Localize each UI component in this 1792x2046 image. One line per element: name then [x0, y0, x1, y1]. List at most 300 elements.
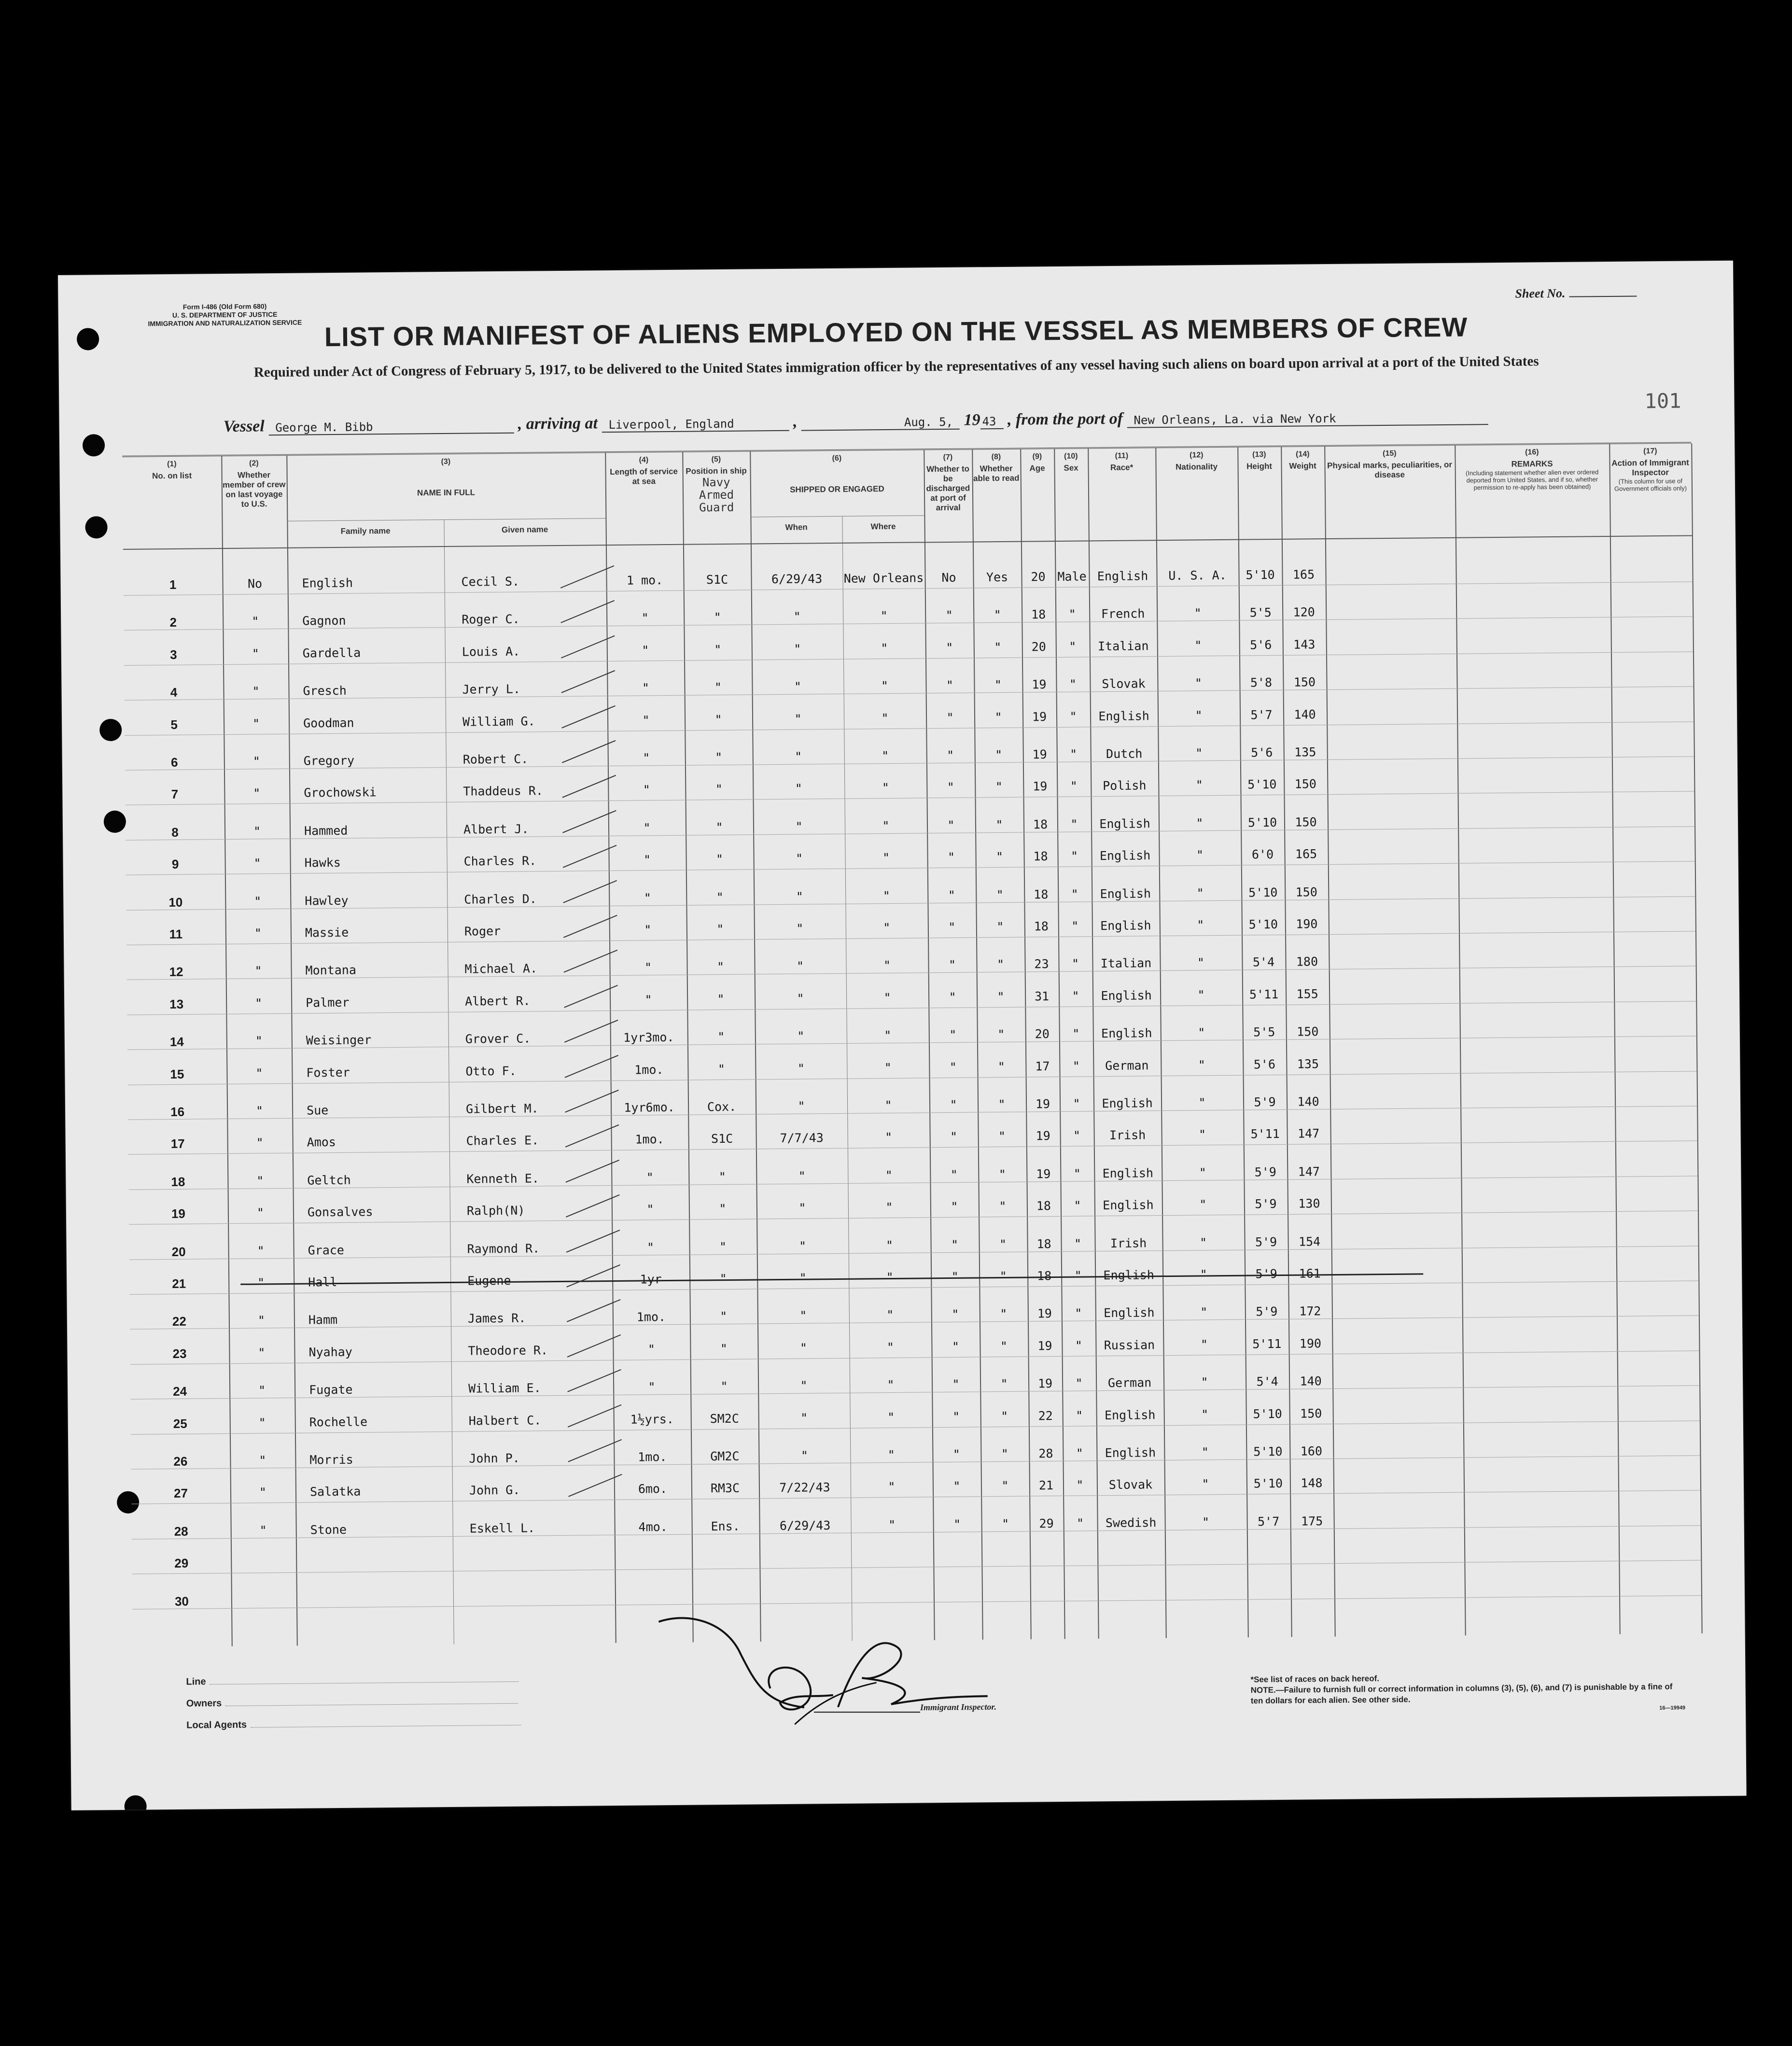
cell-race: Irish — [1110, 1235, 1147, 1250]
cell-no: 23 — [172, 1346, 187, 1361]
cell-sex: " — [1068, 607, 1076, 622]
cell-race: German — [1107, 1375, 1152, 1390]
cell-family: Palmer — [306, 995, 350, 1010]
cell-where: " — [888, 1480, 896, 1494]
column-label: Whether to be discharged at port of arrival — [926, 464, 970, 513]
cell-given: John G. — [469, 1483, 520, 1498]
cell-no: 9 — [171, 857, 179, 872]
cell-age: 22 — [1038, 1408, 1053, 1423]
cell-prev: " — [252, 754, 260, 769]
cell-nationality: " — [1199, 1165, 1206, 1180]
cell-family: Rochelle — [309, 1415, 368, 1429]
cell-service: " — [646, 1170, 654, 1185]
cell-where: " — [887, 1410, 895, 1424]
cell-prev: " — [259, 1485, 267, 1499]
cell-no: 26 — [173, 1454, 188, 1469]
cell-nationality: " — [1199, 1235, 1207, 1250]
cell-age: 19 — [1032, 709, 1047, 724]
arrival-date: Aug. 5, — [801, 415, 960, 431]
arriving-at: Liverpool, England — [602, 417, 789, 433]
cell-nationality: " — [1195, 708, 1203, 723]
cell-when: " — [797, 1061, 805, 1076]
cell-weight: 148 — [1301, 1476, 1323, 1491]
cell-sex: " — [1074, 1268, 1082, 1283]
cell-weight: 143 — [1293, 637, 1316, 652]
cell-nationality: " — [1195, 778, 1203, 792]
cell-where: " — [884, 1098, 892, 1113]
cell-read: " — [998, 1097, 1006, 1112]
cell-discharged: " — [946, 678, 954, 693]
cell-age: 21 — [1038, 1478, 1054, 1493]
cell-position: RM3C — [710, 1481, 740, 1496]
cell-read: " — [996, 957, 1005, 972]
cell-race: Russian — [1104, 1338, 1155, 1352]
from-port-label: , from the port of — [1007, 409, 1123, 429]
cell-no: 15 — [170, 1066, 184, 1081]
cell-family: Montana — [305, 963, 357, 978]
column-label: Weight — [1289, 461, 1316, 471]
cell-service: 1 mo. — [626, 573, 663, 588]
cell-service: " — [646, 1202, 654, 1217]
cell-discharged: " — [950, 1167, 958, 1182]
inspector-label: Immigrant Inspector. — [920, 1702, 997, 1712]
cell-position: " — [716, 922, 724, 937]
cell-service: " — [644, 923, 652, 937]
department-name: U. S. DEPARTMENT OF JUSTICE — [172, 310, 278, 319]
cell-position: " — [717, 1062, 726, 1076]
cell-when: " — [796, 921, 804, 936]
cell-sex: " — [1076, 1478, 1084, 1493]
cell-height: 5'6 — [1253, 1057, 1276, 1072]
cell-discharged: " — [949, 1060, 957, 1074]
cell-read: " — [995, 780, 1003, 794]
form-number: Form I-486 (Old Form 680) — [182, 302, 267, 311]
cell-read: " — [1001, 1409, 1008, 1423]
cell-family: Amos — [307, 1135, 336, 1149]
cell-race: French — [1101, 606, 1145, 621]
footer-notes — [1250, 1671, 1685, 1717]
cell-no: 21 — [172, 1276, 186, 1291]
cell-height: 5'10 — [1246, 568, 1275, 582]
cell-given: Roger — [464, 924, 501, 939]
cell-discharged: " — [951, 1199, 958, 1214]
cell-age: 18 — [1034, 919, 1049, 934]
cell-given: Kenneth E. — [466, 1171, 540, 1186]
cell-weight: 135 — [1297, 1056, 1319, 1071]
cell-when: " — [800, 1411, 808, 1425]
cell-where: " — [887, 1378, 895, 1392]
cell-where: " — [882, 851, 890, 865]
vessel-label: Vessel — [223, 417, 265, 436]
cell-weight: 190 — [1296, 917, 1318, 931]
line-label: Line — [186, 1676, 206, 1687]
cell-race: English — [1105, 1445, 1156, 1460]
cell-read: " — [995, 747, 1003, 762]
cell-read: " — [1000, 1377, 1008, 1391]
cell-when: " — [795, 749, 802, 764]
cell-prev: " — [258, 1415, 266, 1430]
cell-given: Albert J. — [463, 822, 529, 837]
cell-given: Halbert C. — [468, 1413, 542, 1428]
cell-height: 5'9 — [1255, 1197, 1277, 1211]
cell-age: 18 — [1033, 849, 1048, 864]
cell-prev: " — [256, 1174, 264, 1188]
cell-height: 5'10 — [1248, 917, 1278, 932]
cell-discharged: " — [948, 958, 956, 972]
cell-service: " — [644, 960, 652, 975]
cell-position: " — [719, 1271, 727, 1286]
cell-family: Gonsalves — [307, 1205, 373, 1219]
cell-no: 8 — [171, 825, 179, 840]
cell-height: 5'10 — [1247, 815, 1277, 830]
cell-prev: " — [255, 1034, 263, 1048]
cell-height: 5'9 — [1254, 1095, 1276, 1109]
cell-prev: " — [252, 684, 260, 699]
column-label: Length of service at sea — [610, 466, 678, 486]
footer-fields — [186, 1674, 521, 1742]
cell-family: Gagnon — [302, 614, 346, 628]
cell-read: " — [1000, 1307, 1008, 1321]
cell-family: Fugate — [309, 1382, 353, 1397]
cell-read: " — [999, 1237, 1007, 1251]
cell-where: " — [885, 1238, 894, 1252]
cell-read: " — [994, 640, 1002, 654]
cell-sex: " — [1069, 677, 1077, 691]
cell-where: " — [880, 609, 888, 623]
cell-where: " — [882, 818, 890, 833]
cell-sex: Male — [1057, 569, 1087, 584]
cell-nationality: " — [1199, 1197, 1207, 1212]
cell-sex: " — [1075, 1338, 1083, 1353]
cell-where: " — [881, 679, 889, 693]
cell-nationality: " — [1194, 638, 1202, 653]
cell-service: " — [647, 1342, 656, 1357]
cell-family: Gardella — [302, 645, 361, 660]
cell-race: Slovak — [1102, 676, 1146, 691]
cell-read: " — [1001, 1479, 1009, 1493]
service-name: IMMIGRATION AND NATURALIZATION SERVICE — [148, 318, 302, 328]
cell-position: " — [718, 1169, 727, 1184]
cell-age: 18 — [1036, 1269, 1052, 1283]
column-header — [1324, 446, 1456, 538]
cell-service: " — [643, 751, 650, 765]
cell-prev: " — [253, 824, 261, 839]
cell-given: William G. — [462, 714, 535, 729]
column-number: (16) — [1525, 448, 1539, 457]
cell-read: " — [999, 1269, 1007, 1284]
column-number: (9) — [1032, 452, 1042, 461]
cell-age: 29 — [1039, 1516, 1054, 1531]
column-header — [972, 449, 1021, 542]
cell-prev: " — [259, 1453, 266, 1468]
column-sub-header: When — [785, 522, 808, 532]
cell-no: 18 — [171, 1174, 185, 1189]
inspector-signature — [649, 1609, 1036, 1738]
column-header — [750, 450, 924, 543]
cell-height: 5'11 — [1252, 1336, 1282, 1351]
cell-service: 1yr — [640, 1272, 662, 1287]
print-code: 16—19949 — [1659, 1705, 1686, 1711]
cell-discharged: " — [950, 1130, 958, 1144]
cell-read: " — [995, 817, 1003, 832]
cell-given: Otto F. — [465, 1064, 517, 1079]
cell-position: " — [717, 992, 725, 1006]
cell-height: 5'10 — [1253, 1444, 1283, 1459]
column-number: (3) — [441, 457, 451, 466]
cell-service: " — [648, 1380, 656, 1394]
cell-race: English — [1103, 1198, 1154, 1213]
cell-service: 1yr3mo. — [623, 1030, 674, 1045]
cell-given: Grover C. — [465, 1031, 531, 1046]
column-number: (10) — [1064, 452, 1078, 461]
cell-discharged: " — [949, 990, 956, 1004]
column-header — [1155, 448, 1238, 540]
cell-age: 28 — [1038, 1446, 1053, 1461]
cell-discharged: " — [952, 1409, 960, 1424]
column-number: (7) — [943, 453, 953, 462]
cell-height: 5'9 — [1254, 1164, 1277, 1179]
cell-given: Albert R. — [465, 994, 531, 1009]
cell-sex: " — [1069, 639, 1077, 654]
cell-given: Cecil S. — [461, 574, 520, 589]
cell-discharged: " — [952, 1377, 960, 1392]
cell-prev: " — [256, 1205, 265, 1220]
column-number: (14) — [1296, 450, 1310, 459]
cell-sex: " — [1072, 989, 1079, 1003]
cell-service: " — [643, 853, 651, 867]
cell-discharged: " — [948, 920, 956, 934]
cell-height: 5'4 — [1256, 1374, 1278, 1389]
cell-no: 7 — [171, 787, 179, 802]
cell-position: " — [720, 1341, 728, 1356]
cell-service: " — [642, 643, 649, 658]
punch-hole — [104, 811, 126, 833]
cell-race: Slovak — [1108, 1477, 1153, 1492]
cell-where: " — [887, 1447, 896, 1462]
column-note: (This column for use of Government officials only) — [1614, 477, 1687, 492]
page-subtitle: Required under Act of Congress of February 5, 1917, to be delivered to the United States immigration officer by the representatives of any vessel having such aliens on board upon arrival at a port of the United States — [253, 353, 1539, 380]
cell-sex: " — [1071, 919, 1079, 933]
cell-where: " — [882, 781, 889, 795]
cell-when: 7/22/43 — [779, 1480, 830, 1495]
cell-height: 5'9 — [1256, 1304, 1278, 1319]
cell-sex: " — [1076, 1516, 1084, 1530]
column-note: (Including statement whether alien ever ordered deported from United States, and if so, whether permission to re-apply has been obtained) — [1465, 468, 1599, 491]
cell-family: Gregory — [303, 753, 355, 768]
column-label: Whether member of crew on last voyage to U.S. — [223, 470, 286, 509]
cell-race: German — [1105, 1058, 1149, 1073]
cell-sex: " — [1075, 1306, 1082, 1321]
cell-prev: " — [257, 1313, 266, 1328]
cell-position: " — [714, 680, 722, 695]
column-number: (15) — [1383, 449, 1397, 458]
cell-given: Jerry L. — [462, 682, 521, 697]
cell-height: 5'10 — [1247, 777, 1277, 792]
cell-height: 5'8 — [1250, 675, 1273, 690]
cell-where: " — [883, 921, 891, 935]
cell-service: 4mo. — [638, 1519, 668, 1534]
cell-where: " — [885, 1168, 893, 1182]
cell-nationality: " — [1200, 1305, 1208, 1319]
year-suffix: 43 — [980, 415, 1003, 429]
cell-weight: 160 — [1300, 1444, 1323, 1458]
cell-position: " — [715, 820, 723, 834]
cell-prev: " — [258, 1383, 266, 1398]
cell-prev: " — [254, 894, 262, 909]
cell-read: " — [997, 1059, 1006, 1074]
punch-hole — [83, 434, 105, 456]
cell-no: 12 — [169, 965, 183, 980]
cell-family: Foster — [306, 1065, 350, 1080]
cell-nationality: " — [1198, 1057, 1206, 1072]
cell-given: Michael A. — [464, 961, 538, 977]
cell-no: 25 — [173, 1416, 187, 1431]
column-label: No. on list — [152, 471, 192, 481]
column-header — [1237, 447, 1282, 539]
cell-sex: " — [1070, 849, 1078, 863]
cell-no: 16 — [170, 1104, 185, 1120]
cell-sex: " — [1072, 1059, 1080, 1073]
cell-family: English — [302, 575, 353, 590]
cell-sex: " — [1071, 956, 1079, 971]
cell-family: Geltch — [307, 1173, 351, 1188]
cell-discharged: " — [953, 1479, 961, 1494]
cell-read: " — [994, 710, 1002, 724]
cell-discharged: " — [947, 818, 955, 832]
cell-discharged: " — [951, 1237, 959, 1252]
cell-weight: 150 — [1294, 777, 1317, 792]
cell-family: Massie — [305, 925, 349, 940]
cell-nationality: " — [1202, 1477, 1209, 1491]
punch-hole — [99, 719, 122, 741]
cell-sex: " — [1074, 1198, 1081, 1213]
cell-service: " — [644, 890, 651, 905]
cell-nationality: U. S. A. — [1168, 568, 1227, 583]
cell-position: " — [720, 1379, 728, 1394]
cell-where: New Orleans — [843, 571, 924, 586]
cell-race: Italian — [1100, 956, 1152, 971]
cell-height: 5'9 — [1255, 1267, 1277, 1281]
cell-prev: " — [256, 1135, 264, 1150]
column-sub-header: Family name — [340, 526, 391, 536]
cell-position: Ens. — [711, 1519, 740, 1534]
column-header — [682, 452, 751, 544]
stamp-number: 101 — [1644, 389, 1681, 413]
owners-label: Owners — [186, 1698, 222, 1709]
cell-no: 28 — [174, 1524, 188, 1539]
cell-when: " — [798, 1169, 806, 1183]
column-label: Age — [1029, 463, 1045, 473]
cell-position: " — [717, 1030, 725, 1044]
cell-position: " — [719, 1239, 727, 1254]
cell-race: Dutch — [1106, 746, 1143, 761]
cell-sex: " — [1073, 1166, 1081, 1181]
cell-position: " — [719, 1202, 727, 1216]
column-number: (13) — [1252, 450, 1266, 459]
cell-when: " — [794, 679, 802, 694]
column-label: REMARKS — [1511, 459, 1553, 469]
cell-read: " — [997, 1027, 1005, 1042]
cell-prev: " — [257, 1243, 265, 1258]
cell-family: Goodman — [303, 715, 354, 730]
cell-service: 1mo. — [635, 1132, 664, 1147]
column-header — [286, 453, 606, 547]
cell-given: John P. — [469, 1451, 520, 1466]
column-header — [1455, 444, 1610, 537]
cell-family: Hawks — [304, 855, 341, 870]
cell-nationality: " — [1196, 848, 1204, 862]
cell-when: " — [796, 889, 803, 904]
cell-race: English — [1102, 1096, 1153, 1111]
cell-sex: " — [1076, 1446, 1084, 1460]
cell-service: 6mo. — [638, 1482, 668, 1496]
cell-age: 19 — [1037, 1376, 1053, 1391]
cell-nationality: " — [1200, 1337, 1208, 1352]
cell-weight: 150 — [1300, 1406, 1322, 1421]
column-label: Sex — [1064, 463, 1078, 473]
cell-weight: 161 — [1299, 1266, 1321, 1281]
cell-no: 2 — [169, 615, 177, 630]
cell-prev: " — [252, 646, 260, 661]
cell-sex: " — [1073, 1096, 1080, 1111]
cell-nationality: " — [1201, 1445, 1209, 1459]
cell-age: 31 — [1034, 989, 1050, 1004]
crew-table — [122, 442, 1701, 1647]
cell-no: 5 — [170, 717, 178, 732]
column-number: (5) — [711, 455, 721, 464]
column-label: NAME IN FULL — [417, 488, 476, 498]
cell-nationality: " — [1198, 1127, 1206, 1142]
cell-nationality: " — [1197, 918, 1204, 932]
cell-when: " — [795, 781, 802, 796]
cell-no: 11 — [169, 926, 183, 942]
cell-family: Hamm — [308, 1313, 338, 1327]
column-label: SHIPPED OR ENGAGED — [790, 484, 884, 494]
cell-given: Raymond R. — [467, 1241, 540, 1256]
cell-race: Irish — [1109, 1128, 1146, 1143]
cell-weight: 120 — [1293, 605, 1315, 620]
cell-nationality: " — [1202, 1515, 1210, 1529]
cell-position: " — [715, 750, 723, 765]
cell-no: 1 — [169, 577, 177, 592]
cell-service: " — [643, 821, 651, 835]
cell-where: " — [883, 958, 891, 973]
cell-age: 19 — [1032, 747, 1047, 762]
cell-age: 19 — [1037, 1338, 1052, 1353]
cell-nationality: " — [1198, 1025, 1205, 1040]
cell-weight: 155 — [1296, 987, 1318, 1001]
cell-weight: 147 — [1297, 1126, 1320, 1141]
cell-nationality: " — [1197, 955, 1205, 970]
column-number: (11) — [1115, 451, 1129, 460]
cell-age: 19 — [1036, 1166, 1051, 1181]
cell-nationality: " — [1196, 885, 1204, 900]
cell-weight: 147 — [1298, 1164, 1320, 1179]
cell-when: " — [799, 1308, 807, 1323]
cell-age: 20 — [1031, 639, 1046, 654]
cell-height: 5'11 — [1249, 987, 1279, 1002]
cell-family: Salatka — [309, 1485, 361, 1499]
cell-age: 18 — [1036, 1199, 1051, 1213]
cell-height: 5'9 — [1255, 1234, 1277, 1249]
cell-read: " — [994, 608, 1001, 622]
cell-age: 18 — [1033, 817, 1048, 832]
cell-sex: " — [1070, 747, 1078, 761]
cell-discharged: " — [948, 888, 955, 902]
cell-sex: " — [1074, 1236, 1082, 1251]
vessel-name: George M. Bibb — [268, 419, 514, 435]
cell-when: " — [797, 1029, 805, 1043]
